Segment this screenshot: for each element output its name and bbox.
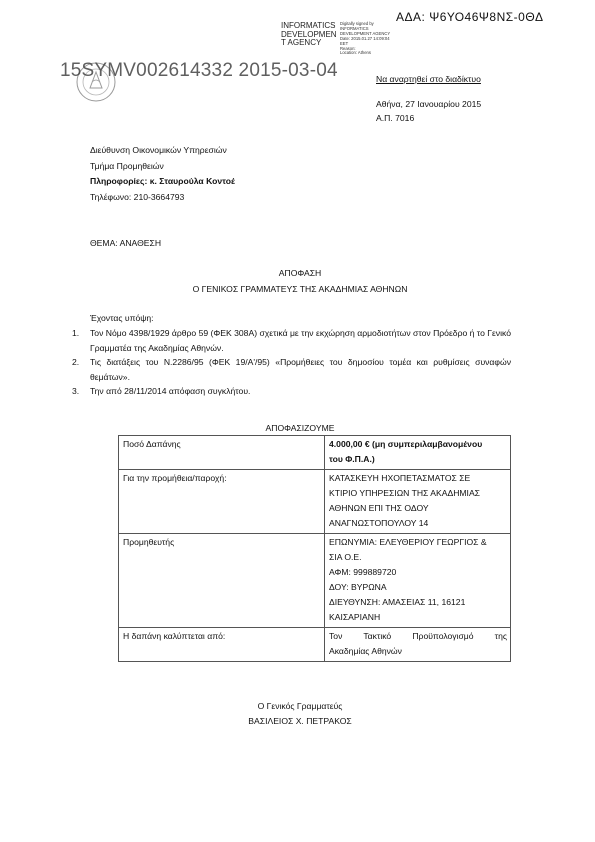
decide-heading: ΑΠΟΦΑΣΙΖΟΥΜΕ — [265, 423, 335, 433]
table-label-cell: Για την προμήθεια/παροχή: — [119, 470, 325, 534]
table-value-cell — [325, 436, 511, 470]
table-value-line: Ακαδημίας Αθηνών — [329, 646, 402, 656]
publish-note: Να αναρτηθεί στο διαδίκτυο — [376, 74, 481, 84]
table-label-cell: Προμηθευτής — [119, 534, 325, 628]
decision-authority: Ο ΓΕΝΙΚΟΣ ΓΡΑΜΜΑΤΕΥΣ ΤΗΣ ΑΚΑΔΗΜΙΑΣ ΑΘΗΝΩΝ — [192, 284, 408, 294]
table-row — [119, 534, 511, 628]
list-item-text: Τις διατάξεις του Ν.2286/95 (ΦΕΚ 19/Α'/95) «Προμήθειες του δημοσίου τομέα και ρυθμίσεις συναφών θεμάτων». — [90, 357, 511, 382]
document-watermark: 15SYMV002614332 2015-03-04 — [60, 60, 338, 81]
table-label-cell: Ποσό Δαπάνης — [119, 436, 325, 470]
stamp-detail-line: Date: 2015.01.27 14:09:04 — [340, 35, 390, 41]
table-row — [119, 436, 511, 470]
considering-list — [72, 326, 511, 399]
table-value-line: ΣΙΑ Ο.Ε. — [329, 552, 362, 562]
sender-department: Διεύθυνση Οικονομικών Υπηρεσιών — [90, 145, 227, 155]
stamp-detail-line: DEVELOPMENT AGENCY — [340, 30, 391, 36]
table-value-cell — [325, 628, 511, 662]
table-value-line: 4.000,00 € (μη συμπεριλαμβανομένου — [329, 439, 483, 449]
sender-phone: Τηλέφωνο: 210-3664793 — [90, 191, 185, 202]
table-value-line: ΑΦΜ: 999889720 — [329, 567, 397, 577]
document-date: Αθήνα, 27 Ιανουαρίου 2015 — [376, 99, 482, 109]
decision-table — [118, 435, 511, 662]
sender-contact: Πληροφορίες: κ. Σταυρούλα Κοντοέ — [90, 176, 235, 186]
list-item — [72, 384, 511, 399]
stamp-detail-line: Reason: — [340, 45, 356, 51]
stamp-detail-line: Location: Athens — [340, 50, 371, 56]
ada-code: ΑΔΑ: Ψ6ΥΟ46Ψ8ΝΣ-0ΘΔ — [396, 10, 544, 24]
table-value-line: ΔΙΕΥΘΥΝΣΗ: ΑΜΑΣΕΙΑΣ 11, 16121 — [329, 597, 466, 607]
signature-stamp-title — [281, 22, 345, 48]
list-item — [72, 326, 511, 355]
list-item-number: 1. — [72, 328, 80, 338]
table-value-line: ΚΑΙΣΑΡΙΑΝΗ — [329, 612, 381, 622]
table-label-cell: Η δαπάνη καλύπτεται από: — [119, 628, 325, 662]
sender-section: Τμήμα Προμηθειών — [90, 160, 164, 171]
stamp-detail-line: Digitally signed by — [340, 21, 374, 26]
list-item — [72, 355, 511, 384]
protocol-number: Α.Π. 7016 — [376, 113, 415, 123]
table-value-line: Τον Τακτικό Προϋπολογισμό της — [329, 631, 507, 641]
subject-line: ΘΕΜΑ: ΑΝΑΘΕΣΗ — [90, 238, 162, 248]
list-item-text: Τον Νόμο 4398/1929 άρθρο 59 (ΦΕΚ 308Α) σχετικά με την εκχώρηση αρμοδιοτήτων στον Πρόεδρο ή το Γενικό Γραμματέα της Ακαδημίας Αθηνών. — [90, 328, 511, 353]
list-item-number: 3. — [72, 386, 80, 396]
table-value-line: ΑΘΗΝΩΝ ΕΠΙ ΤΗΣ ΟΔΟΥ — [329, 503, 429, 513]
sender-block — [90, 143, 235, 205]
table-value-cell — [325, 470, 511, 534]
stamp-detail-line: EET — [340, 40, 349, 46]
table-value-line: ΑΝΑΓΝΩΣΤΟΠΟΥΛΟΥ 14 — [329, 518, 429, 528]
considering-heading: Έχοντας υπόψη: — [90, 313, 154, 323]
decision-title: ΑΠΟΦΑΣΗ — [278, 268, 322, 278]
table-row — [119, 628, 511, 662]
signatory-role: Ο Γενικός Γραμματεύς — [257, 701, 343, 711]
table-value-line: ΚΑΤΑΣΚΕΥΗ ΗΧΟΠΕΤΑΣΜΑΤΟΣ ΣΕ — [329, 473, 471, 483]
stamp-title-line: T AGENCY — [281, 38, 322, 47]
list-item-number: 2. — [72, 357, 80, 367]
list-item-text: Την από 28/11/2014 απόφαση συγκλήτου. — [90, 386, 251, 396]
signatory-name: ΒΑΣΙΛΕΙΟΣ Χ. ΠΕΤΡΑΚΟΣ — [248, 716, 352, 726]
stamp-detail-line: INFORMATICS — [340, 25, 369, 31]
table-value-line: ΔΟΥ: ΒΥΡΩΝΑ — [329, 582, 387, 592]
table-value-line: ΕΠΩΝΥΜΙΑ: ΕΛΕΥΘΕΡΙΟΥ ΓΕΩΡΓΙΟΣ & — [329, 537, 487, 547]
stamp-title-line: DEVELOPMEN — [281, 29, 337, 39]
table-value-line: ΚΤΙΡΙΟ ΥΠΗΡΕΣΙΩΝ ΤΗΣ ΑΚΑΔΗΜΙΑΣ — [329, 488, 480, 498]
table-value-cell — [325, 534, 511, 628]
stamp-title-line: INFORMATICS — [281, 21, 336, 30]
signature-stamp-details — [340, 22, 410, 56]
table-row — [119, 470, 511, 534]
table-value-line: του Φ.Π.Α.) — [329, 454, 375, 464]
